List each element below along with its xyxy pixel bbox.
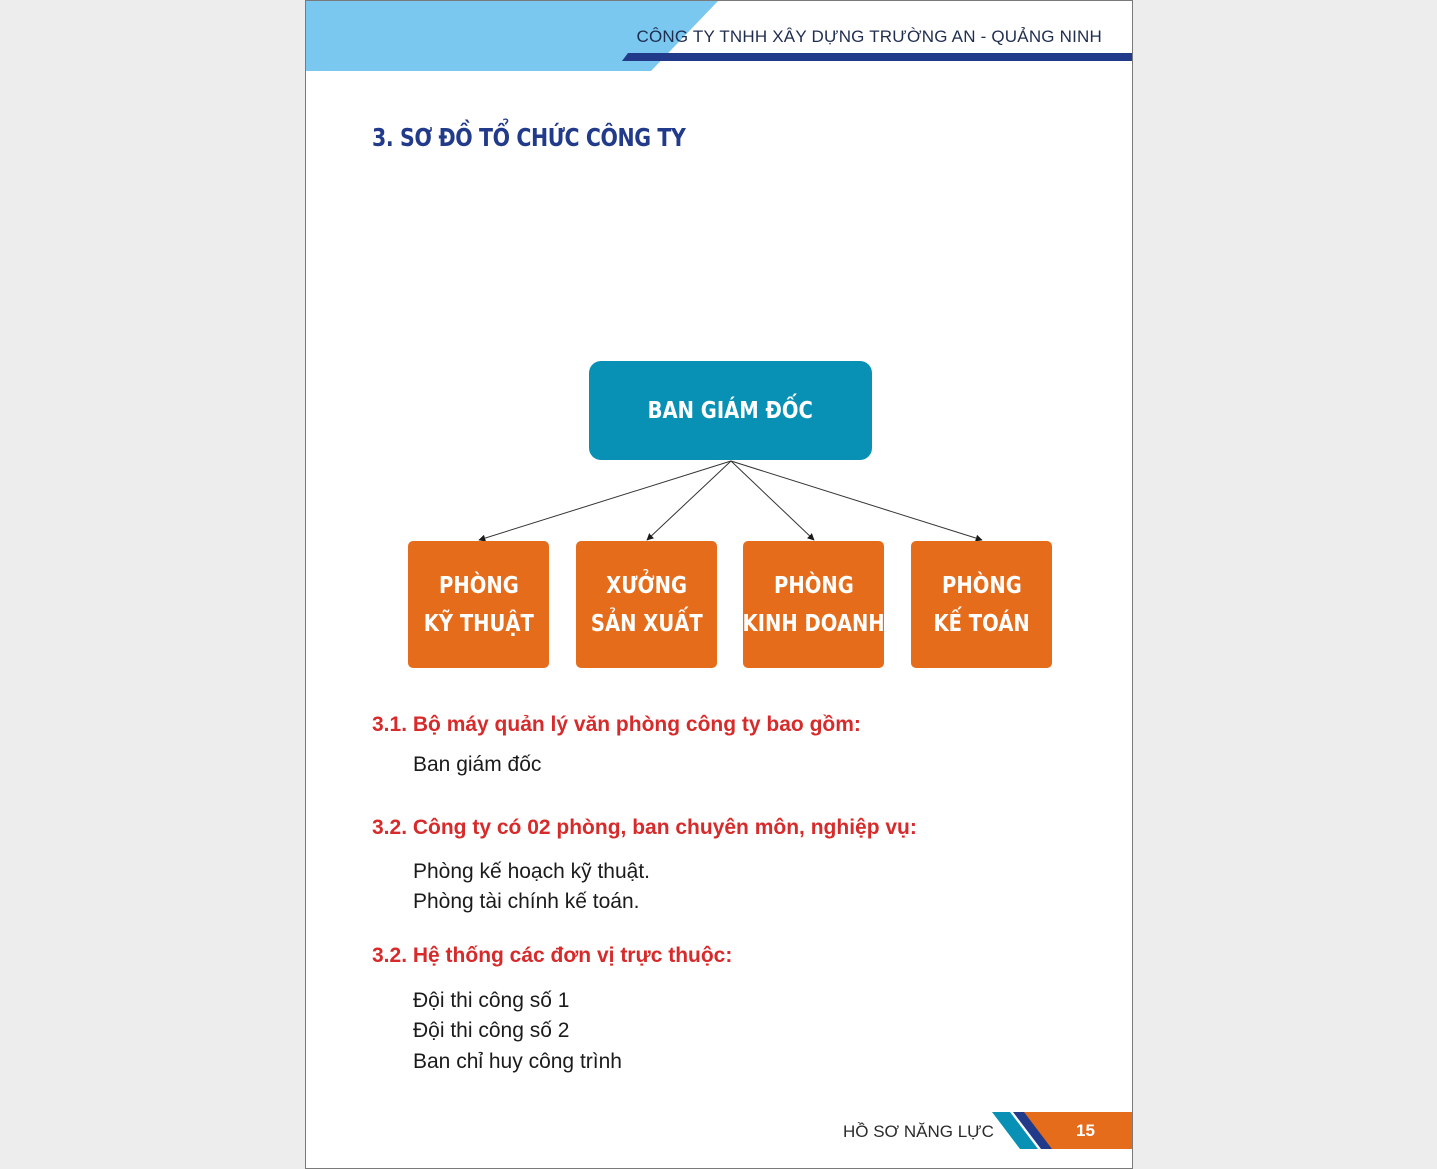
page-number: 15 xyxy=(1076,1121,1095,1140)
org-box-label: BAN GIÁM ĐỐC xyxy=(647,397,814,424)
org-box-label-line2: KỸ THUẬT xyxy=(423,610,534,637)
org-box-label-line1: PHÒNG xyxy=(438,572,519,599)
page-title: 3. SƠ ĐỒ TỔ CHỨC CÔNG TY xyxy=(372,123,686,152)
org-box-label-line2: KẾ TOÁN xyxy=(933,610,1030,637)
section-heading-3-1: 3.1. Bộ máy quản lý văn phòng công ty bao gồm: xyxy=(372,713,861,736)
list-item: Ban chỉ huy công trình xyxy=(413,1050,622,1073)
list-item: Phòng tài chính kế toán. xyxy=(413,890,640,913)
list-item: Ban giám đốc xyxy=(413,753,542,776)
list-item: Phòng kế hoạch kỹ thuật. xyxy=(413,860,650,883)
org-box-label-line1: XƯỞNG xyxy=(606,572,687,599)
header-company-name: CÔNG TY TNHH XÂY DỰNG TRƯỜNG AN - QUẢNG NINH xyxy=(636,27,1102,46)
footer-label: HỒ SƠ NĂNG LỰC xyxy=(843,1122,994,1141)
section-heading-3-2: 3.2. Công ty có 02 phòng, ban chuyên môn, nghiệp vụ: xyxy=(372,816,917,839)
footer-stripes xyxy=(306,1,1132,1168)
org-box-label-line1: PHÒNG xyxy=(773,572,854,599)
list-item: Đội thi công số 2 xyxy=(413,1019,570,1042)
org-box-label-line1: PHÒNG xyxy=(941,572,1022,599)
document-page xyxy=(305,0,1133,1169)
org-box-label-line2: SẢN XUẤT xyxy=(590,610,703,637)
section-heading-3-3: 3.2. Hệ thống các đơn vị trực thuộc: xyxy=(372,944,733,967)
org-box-label-line2: KINH DOANH xyxy=(742,610,885,637)
list-item: Đội thi công số 1 xyxy=(413,989,570,1012)
